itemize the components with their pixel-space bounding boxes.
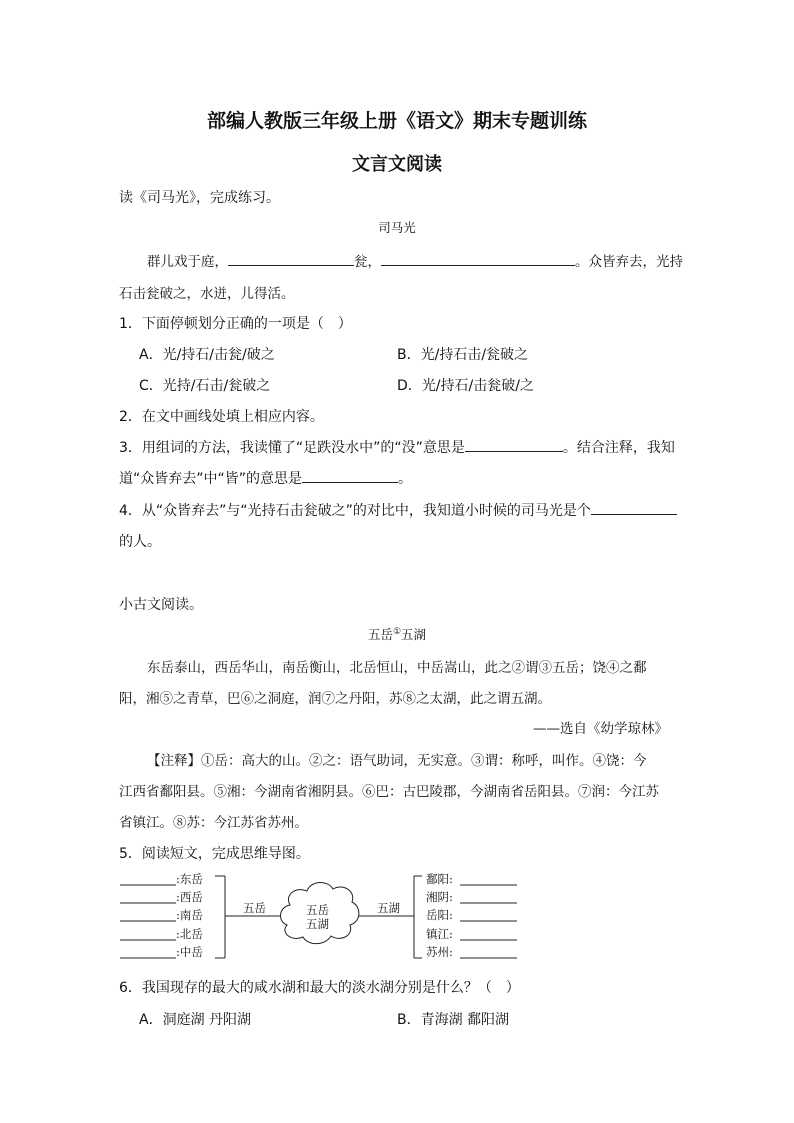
mindmap-left-4: :北岳 bbox=[176, 927, 203, 941]
q4-line-1: 4．从“众皆弃去”与“光持石击瓮破之”的对比中，我知道小时候的司马光是个 bbox=[119, 500, 677, 520]
mindmap-right-4: 镇江: bbox=[426, 927, 453, 941]
section1-intro: 读《司马光》，完成练习。 bbox=[119, 190, 280, 206]
q5: 5．阅读短文，完成思维导图。 bbox=[119, 846, 310, 862]
q6-stem: 6．我国现存的最大的咸水湖和最大的淡水湖分别是什么？（ ） bbox=[119, 980, 520, 996]
q1-stem: 1．下面停顿划分正确的一项是（ ） bbox=[119, 316, 352, 332]
notes-line-2: 江西省鄱阳县。⑤湘：今湖南省湘阴县。⑥巴：古巴陵郡，今湖南省岳阳县。⑦润：今江苏 bbox=[119, 784, 659, 800]
q6-option-b[interactable]: B．青海湖 鄱阳湖 bbox=[397, 1012, 510, 1028]
q1-option-a[interactable]: A．光/持石/击瓮/破之 bbox=[139, 347, 275, 363]
q1-option-b[interactable]: B．光/持石击/瓮破之 bbox=[397, 347, 529, 363]
mindmap-right-2: 湘阴: bbox=[426, 890, 453, 904]
passage-title-simaguang: 司马光 bbox=[378, 220, 416, 235]
mindmap-right-3: 岳阳: bbox=[426, 908, 453, 922]
mindmap-left-5: :中岳 bbox=[176, 945, 203, 959]
q4-line-2: 的人。 bbox=[119, 534, 161, 550]
q6-option-a[interactable]: A．洞庭湖 丹阳湖 bbox=[139, 1012, 252, 1028]
mindmap-left-2: :西岳 bbox=[176, 890, 203, 904]
mindmap-right-branch-label: 五湖 bbox=[377, 901, 400, 915]
notes-line-3: 省镇江。⑧苏：今江苏省苏州。 bbox=[119, 815, 308, 831]
passage2-line-1: 东岳泰山，西岳华山，南岳衡山，北岳恒山，中岳嵩山，此之②谓③五岳；饶④之鄱 bbox=[147, 660, 647, 676]
mindmap-left-3: :南岳 bbox=[176, 908, 203, 922]
passage2-line-2: 阳，湘⑤之青草，巴⑥之洞庭，润⑦之丹阳，苏⑧之太湖，此之谓五湖。 bbox=[119, 691, 551, 707]
q3-line-1: 3．用组词的方法，我读懂了“足跌没水中”的“没”意思是 。结合注释，我知 bbox=[119, 437, 675, 457]
mindmap-center-line-2: 五湖 bbox=[306, 917, 329, 931]
notes-line-1: 【注释】①岳：高大的山。②之：语气助词，无实意。③谓：称呼，叫作。④饶：今 bbox=[147, 753, 647, 769]
q3-line-2: 道“众皆弃去”中“皆”的意思是 。 bbox=[119, 468, 412, 488]
q1-option-d[interactable]: D．光/持石/击瓮破/之 bbox=[397, 378, 534, 394]
mindmap-left-1: :东岳 bbox=[176, 872, 203, 886]
mindmap-right-1: 鄱阳: bbox=[426, 872, 453, 886]
section2-intro: 小古文阅读。 bbox=[119, 597, 203, 613]
q1-option-c[interactable]: C．光持/石击/瓮破之 bbox=[139, 378, 271, 394]
page-subtitle: 文言文阅读 bbox=[352, 154, 442, 175]
mindmap-right-5: 苏州: bbox=[426, 945, 453, 959]
mindmap-left-branch-label: 五岳 bbox=[243, 901, 266, 915]
page-title: 部编人教版三年级上册《语文》期末专题训练 bbox=[206, 110, 587, 132]
passage-line-1: 群儿戏于庭， 瓮， 。众皆弃去，光持 bbox=[147, 250, 683, 270]
passage-line-2: 石击瓮破之，水迸，儿得活。 bbox=[119, 286, 295, 302]
passage-title-wuyue-wuhu: 五岳①五湖 bbox=[367, 626, 427, 642]
mindmap-center-line-1: 五岳 bbox=[306, 903, 329, 917]
passage2-source: ——选自《幼学琼林》 bbox=[533, 721, 668, 737]
q2: 2．在文中画线处填上相应内容。 bbox=[119, 409, 324, 425]
